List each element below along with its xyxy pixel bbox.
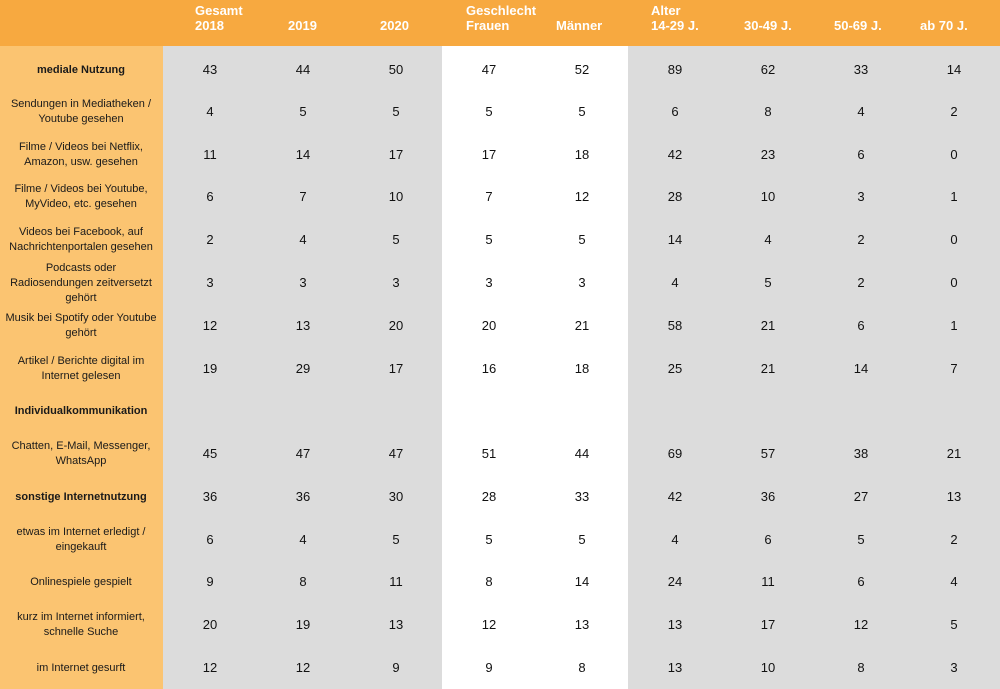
table-cell: 12: [853, 617, 869, 632]
table-cell: 6: [206, 189, 214, 204]
column-header: [195, 0, 243, 46]
table-cell: 24: [667, 574, 683, 589]
table-cell: 42: [667, 489, 683, 504]
table-cell: 30: [388, 489, 404, 504]
table-cell: 36: [295, 489, 311, 504]
table-cell: 5: [392, 532, 400, 547]
table-cell: 5: [578, 232, 586, 247]
table-cell: 10: [760, 189, 776, 204]
column-group-label: Alter: [651, 3, 681, 18]
column-label: 30-49 J.: [744, 18, 792, 33]
table-cell: 89: [667, 62, 683, 77]
table-cell: 3: [206, 275, 214, 290]
table-cell: 25: [667, 361, 683, 376]
table-cell: 27: [853, 489, 869, 504]
column-header: [556, 0, 602, 46]
table-cell: 2: [950, 532, 958, 547]
table-cell: 43: [202, 62, 218, 77]
table-cell: 17: [760, 617, 776, 632]
table-cell: 20: [481, 318, 497, 333]
table-cell: 28: [481, 489, 497, 504]
column-label: 14-29 J.: [651, 18, 699, 33]
table-cell: 4: [764, 232, 772, 247]
table-cell: 9: [392, 660, 400, 675]
table-cell: 9: [206, 574, 214, 589]
table-cell: 6: [206, 532, 214, 547]
table-cell: 17: [388, 361, 404, 376]
table-cell: 8: [764, 104, 772, 119]
row-label: kurz im Internet informiert, schnelle Suche: [17, 611, 145, 638]
table-cell: 3: [950, 660, 958, 675]
table-cell: 0: [950, 232, 958, 247]
table-cell: 13: [574, 617, 590, 632]
table-cell: 51: [481, 446, 497, 461]
column-header: [466, 0, 536, 46]
table-cell: 6: [857, 318, 865, 333]
table-cell: 7: [299, 189, 307, 204]
table-cell: 19: [295, 617, 311, 632]
table-cell: 16: [481, 361, 497, 376]
table-cell: 18: [574, 147, 590, 162]
table-cell: 20: [202, 617, 218, 632]
row-label: Onlinespiele gespielt: [30, 575, 132, 588]
table-cell: 3: [392, 275, 400, 290]
table-cell: 2: [857, 232, 865, 247]
table-cell: 19: [202, 361, 218, 376]
table-cell: 2: [206, 232, 214, 247]
table-cell: 5: [857, 532, 865, 547]
table-cell: 0: [950, 275, 958, 290]
table-cell: 4: [950, 574, 958, 589]
table-cell: 23: [760, 147, 776, 162]
table-cell: 3: [857, 189, 865, 204]
table-cell: 52: [574, 62, 590, 77]
table-cell: 4: [299, 532, 307, 547]
table-cell: 47: [481, 62, 497, 77]
table-cell: 10: [760, 660, 776, 675]
table-cell: 14: [574, 574, 590, 589]
table-cell: 4: [206, 104, 214, 119]
table-cell: 4: [857, 104, 865, 119]
column-label: 2020: [380, 18, 409, 33]
table-cell: 8: [299, 574, 307, 589]
table-cell: 12: [574, 189, 590, 204]
table-cell: 13: [946, 489, 962, 504]
table-cell: 57: [760, 446, 776, 461]
row-label: Filme / Videos bei Netflix, Amazon, usw. gesehen: [19, 141, 143, 168]
column-label: ab 70 J.: [920, 18, 968, 33]
table-cell: 7: [950, 361, 958, 376]
table-cell: 10: [388, 189, 404, 204]
row-label: sonstige Internetnutzung: [15, 490, 147, 503]
column-label: Männer: [556, 18, 603, 33]
table-cell: 5: [485, 104, 493, 119]
table-cell: 2: [950, 104, 958, 119]
row-label: Videos bei Facebook, auf Nachrichtenportalen gesehen: [9, 226, 153, 253]
table-cell: 69: [667, 446, 683, 461]
table-cell: 6: [857, 147, 865, 162]
table-cell: 45: [202, 446, 218, 461]
column-group-label: [380, 3, 409, 18]
table-cell: 50: [388, 62, 404, 77]
column-group-label: Geschlecht: [466, 3, 537, 18]
table-cell: 42: [667, 147, 683, 162]
table-cell: 2: [857, 275, 865, 290]
table-cell: 1: [950, 318, 958, 333]
column-group-label: [288, 3, 317, 18]
row-label: Individualkommunikation: [14, 404, 148, 417]
table-cell: 4: [671, 275, 679, 290]
table-cell: 13: [295, 318, 311, 333]
table-cell: 6: [857, 574, 865, 589]
row-label: Artikel / Berichte digital im Internet gelesen: [17, 355, 145, 382]
table-cell: 8: [578, 660, 586, 675]
table-cell: 7: [485, 189, 493, 204]
table-cell: 33: [853, 62, 869, 77]
column-label: Frauen: [466, 18, 510, 33]
column-background-2: [442, 46, 628, 689]
column-label: 50-69 J.: [834, 18, 882, 33]
column-label: 2018: [195, 18, 224, 33]
table-cell: 4: [671, 532, 679, 547]
table-cell: 21: [760, 318, 776, 333]
table-cell: 12: [295, 660, 311, 675]
column-group-label: [920, 3, 968, 18]
column-header: [920, 0, 968, 46]
table-cell: 12: [202, 318, 218, 333]
table-cell: 33: [574, 489, 590, 504]
table-cell: 14: [667, 232, 683, 247]
table-cell: 5: [578, 532, 586, 547]
table-cell: 28: [667, 189, 683, 204]
table-cell: 5: [299, 104, 307, 119]
table-cell: 17: [481, 147, 497, 162]
table-cell: 14: [853, 361, 869, 376]
table-cell: 5: [392, 104, 400, 119]
table-cell: 1: [950, 189, 958, 204]
column-group-label: Gesamt: [195, 3, 243, 18]
table-cell: 20: [388, 318, 404, 333]
table-cell: 13: [388, 617, 404, 632]
table-cell: 17: [388, 147, 404, 162]
table-cell: 47: [388, 446, 404, 461]
row-label: Podcasts oder Radiosendungen zeitversetzt gehört: [10, 261, 152, 304]
row-label: Chatten, E-Mail, Messenger, WhatsApp: [11, 440, 151, 467]
table-cell: 5: [578, 104, 586, 119]
column-background-3: [628, 46, 1000, 689]
table-cell: 58: [667, 318, 683, 333]
table-cell: 13: [667, 660, 683, 675]
column-group-label: [556, 3, 602, 18]
table-cell: 4: [299, 232, 307, 247]
table-cell: 18: [574, 361, 590, 376]
column-label: 2019: [288, 18, 317, 33]
column-header: [651, 0, 699, 46]
table-cell: 11: [203, 147, 217, 162]
table-cell: 3: [485, 275, 493, 290]
table-cell: 21: [574, 318, 590, 333]
table-cell: 5: [764, 275, 772, 290]
table-cell: 36: [202, 489, 218, 504]
table-cell: 5: [950, 617, 958, 632]
table-cell: 12: [481, 617, 497, 632]
column-group-label: [744, 3, 792, 18]
table-cell: 8: [857, 660, 865, 675]
row-label: Filme / Videos bei Youtube, MyVideo, etc. gesehen: [14, 183, 148, 210]
row-label: mediale Nutzung: [36, 63, 125, 76]
table-cell: 8: [485, 574, 493, 589]
table-cell: 44: [295, 62, 311, 77]
table-cell: 6: [764, 532, 772, 547]
column-header: [834, 0, 882, 46]
column-header: [288, 0, 317, 46]
table-cell: 21: [946, 446, 962, 461]
table-cell: 13: [667, 617, 683, 632]
table-cell: 5: [485, 532, 493, 547]
table-cell: 6: [671, 104, 679, 119]
table-cell: 36: [760, 489, 776, 504]
table-cell: 21: [760, 361, 776, 376]
column-header: [744, 0, 792, 46]
table-cell: 14: [946, 62, 962, 77]
table-cell: 29: [295, 361, 311, 376]
table-cell: 14: [295, 147, 311, 162]
row-label: im Internet gesurft: [36, 661, 126, 674]
table-cell: 9: [485, 660, 493, 675]
table-cell: 3: [299, 275, 307, 290]
table-cell: 44: [574, 446, 590, 461]
table-cell: 47: [295, 446, 311, 461]
column-group-label: [834, 3, 882, 18]
row-label: Musik bei Spotify oder Youtube gehört: [5, 312, 157, 339]
row-label: etwas im Internet erledigt / eingekauft: [16, 526, 146, 553]
table-cell: 11: [761, 574, 775, 589]
table-cell: 38: [853, 446, 869, 461]
table-cell: 3: [578, 275, 586, 290]
column-header: [380, 0, 409, 46]
table-cell: 5: [485, 232, 493, 247]
table-cell: 62: [760, 62, 776, 77]
table-cell: 5: [392, 232, 400, 247]
row-label: Sendungen in Mediatheken / Youtube gesehen: [10, 98, 152, 125]
table-cell: 11: [389, 574, 403, 589]
table-cell: 12: [202, 660, 218, 675]
table-cell: 0: [950, 147, 958, 162]
